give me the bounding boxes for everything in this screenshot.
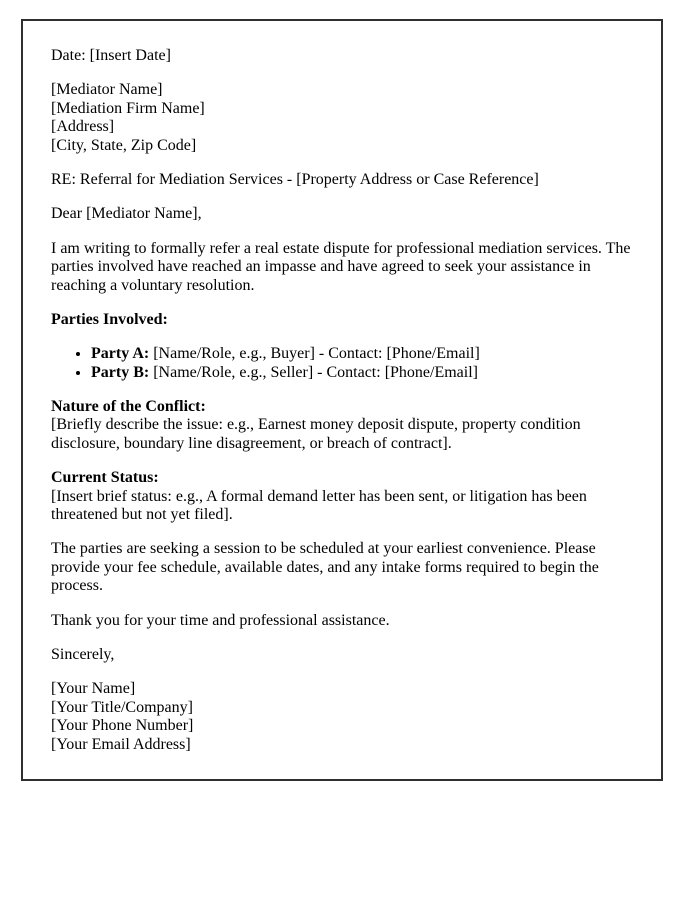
recipient-line: [Mediator Name] [51, 81, 163, 99]
nature-section [51, 398, 633, 453]
intro-paragraph: I am writing to formally refer a real estate dispute for professional mediation services. The parties involved have reached an impasse and have agreed to seek your assistance in reaching a voluntary resolution. [51, 239, 631, 294]
recipient-line: [City, State, Zip Code] [51, 136, 197, 154]
letter-document [21, 19, 663, 781]
parties-list [51, 345, 633, 382]
recipient-block [51, 81, 633, 155]
party-a-detail: [Name/Role, e.g., Buyer] - Contact: [Phone/Email] [149, 345, 480, 363]
nature-heading: Nature of the Conflict: [51, 398, 206, 416]
salutation: Dear [Mediator Name], [51, 205, 202, 223]
party-b-label: Party B: [91, 363, 150, 381]
party-b-item [91, 364, 633, 382]
thanks-paragraph: Thank you for your time and professional assistance. [51, 611, 390, 629]
parties-heading: Parties Involved: [51, 310, 168, 328]
nature-body: [Briefly describe the issue: e.g., Earnest money deposit dispute, property condition disclosure, boundary line disagreement, or breach of contract]. [51, 416, 581, 452]
signature-line: [Your Title/Company] [51, 698, 193, 716]
party-a-label: Party A: [91, 345, 150, 363]
status-section [51, 469, 633, 524]
date-line: Date: [Insert Date] [51, 47, 171, 64]
recipient-line: [Address] [51, 118, 115, 136]
scheduling-paragraph: The parties are seeking a session to be scheduled at your earliest convenience. Please provide your fee schedule, available dates, and any intake forms required to begin the process. [51, 540, 599, 595]
party-a-item [91, 345, 633, 363]
party-b-detail: [Name/Role, e.g., Seller] - Contact: [Phone/Email] [149, 363, 478, 381]
recipient-line: [Mediation Firm Name] [51, 99, 205, 117]
subject-line: RE: Referral for Mediation Services - [Property Address or Case Reference] [51, 170, 539, 188]
status-body: [Insert brief status: e.g., A formal demand letter has been sent, or litigation has been threatened but not yet filed]. [51, 487, 587, 524]
signature-block [51, 680, 633, 754]
signature-line: [Your Name] [51, 680, 136, 698]
status-heading: Current Status: [51, 469, 159, 487]
signature-line: [Your Email Address] [51, 735, 191, 753]
signature-line: [Your Phone Number] [51, 717, 194, 735]
closing: Sincerely, [51, 645, 115, 663]
